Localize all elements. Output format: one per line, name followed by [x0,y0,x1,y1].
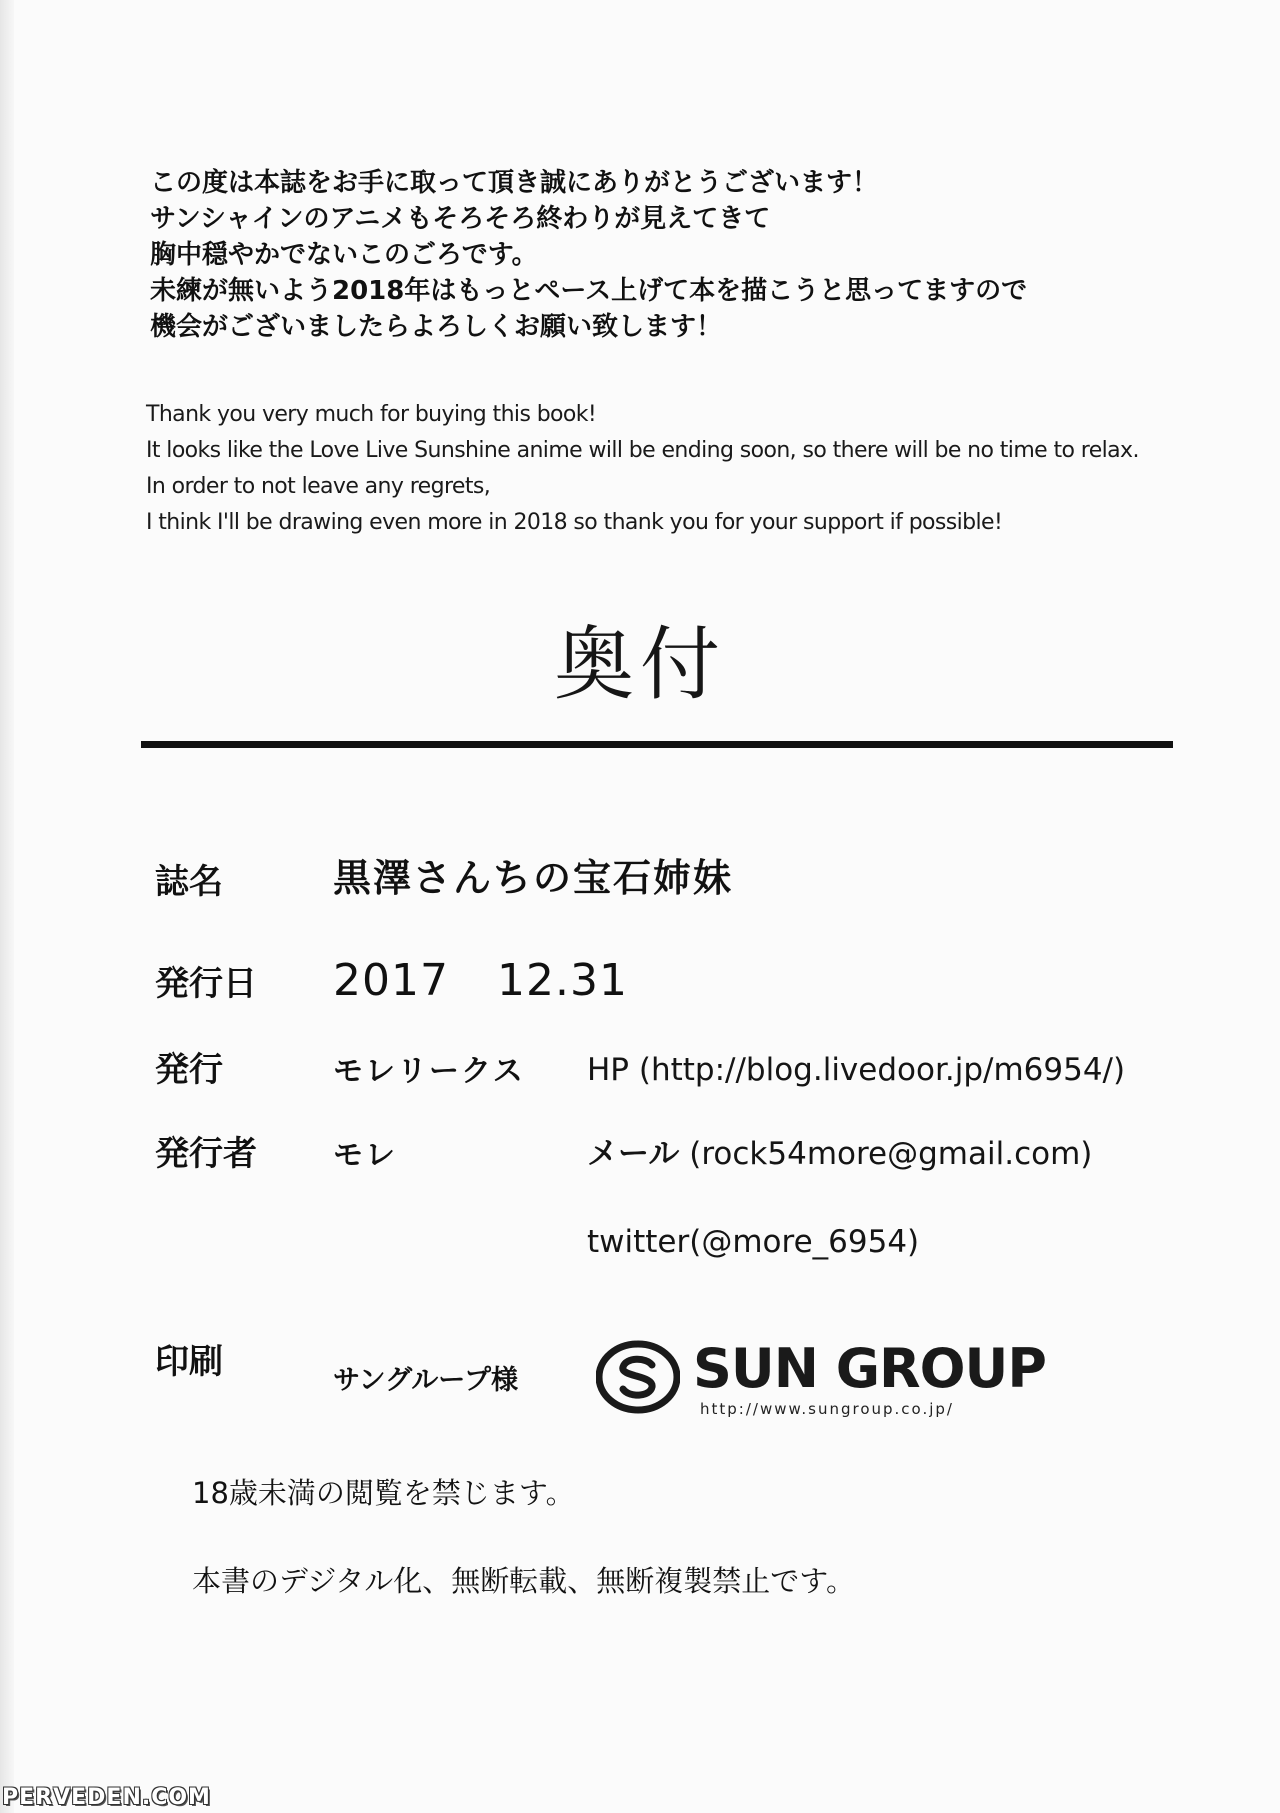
publisher-name: モレリークス [333,1054,525,1089]
afterword-en-line: Thank you very much for buying this book! [146,402,597,427]
author-label: 発行者 [155,1134,257,1174]
mail-contact [587,1132,1092,1176]
afterword-jp-line: 胸中穏やかでないこのごろです。 [150,240,538,270]
site-watermark: PERVEDEN.COM [2,1785,211,1810]
heading-divider [141,741,1173,748]
twitter-handle[interactable]: twitter(@more_6954) [587,1224,920,1260]
afterword-english [146,397,1226,541]
publisher-label: 発行 [155,1050,223,1090]
sun-group-url: http://www.sungroup.co.jp/ [700,1400,954,1418]
author-name: モレ [333,1138,397,1173]
colophon-heading: 奥付 [554,618,726,711]
afterword-jp-line: 機会がございましたらよろしくお願い致します！ [150,312,723,342]
afterword-japanese [150,165,1200,345]
mail-address[interactable]: (rock54more@gmail.com) [689,1136,1093,1172]
afterword-jp-line: サンシャインのアニメもそろそろ終わりが見えてきて [150,204,771,234]
book-title: 黒澤さんちの宝石姉妹 [333,856,734,900]
publish-year: 2017 [333,955,449,1006]
afterword-en-line: In order to not leave any regrets, [146,474,491,499]
date-label: 発行日 [155,964,257,1004]
age-restriction-notice: 18歳未満の閲覧を禁じます。 [192,1476,575,1510]
page-edge [0,0,14,1813]
mail-prefix: メール [587,1136,680,1172]
afterword-jp-line: 未練が無いよう2018年はもっとペース上げて本を描こうと思ってますので [150,276,1028,306]
title-label: 誌名 [155,862,223,902]
afterword-en-line: I think I'll be drawing even more in 2018 so thank you for your support if possible! [146,510,1003,535]
publish-date [333,956,628,1006]
afterword-jp-line: この度は本誌をお手に取って頂き誠にありがとうございます！ [150,168,879,198]
publish-day: 12.31 [496,955,628,1006]
copyright-notice: 本書のデジタル化、無断転載、無断複製禁止です。 [192,1564,855,1598]
sun-group-logo [590,1331,1046,1431]
sun-group-emblem-icon [596,1335,680,1419]
homepage-link[interactable]: HP (http://blog.livedoor.jp/m6954/) [587,1052,1126,1088]
afterword-en-line: It looks like the Love Live Sunshine anime will be ending soon, so there will be no time to relax. [146,438,1139,463]
sun-group-wordmark: SUN GROUP [693,1337,1046,1400]
printer-label: 印刷 [155,1342,223,1382]
printer-name: サングループ様 [333,1365,518,1396]
